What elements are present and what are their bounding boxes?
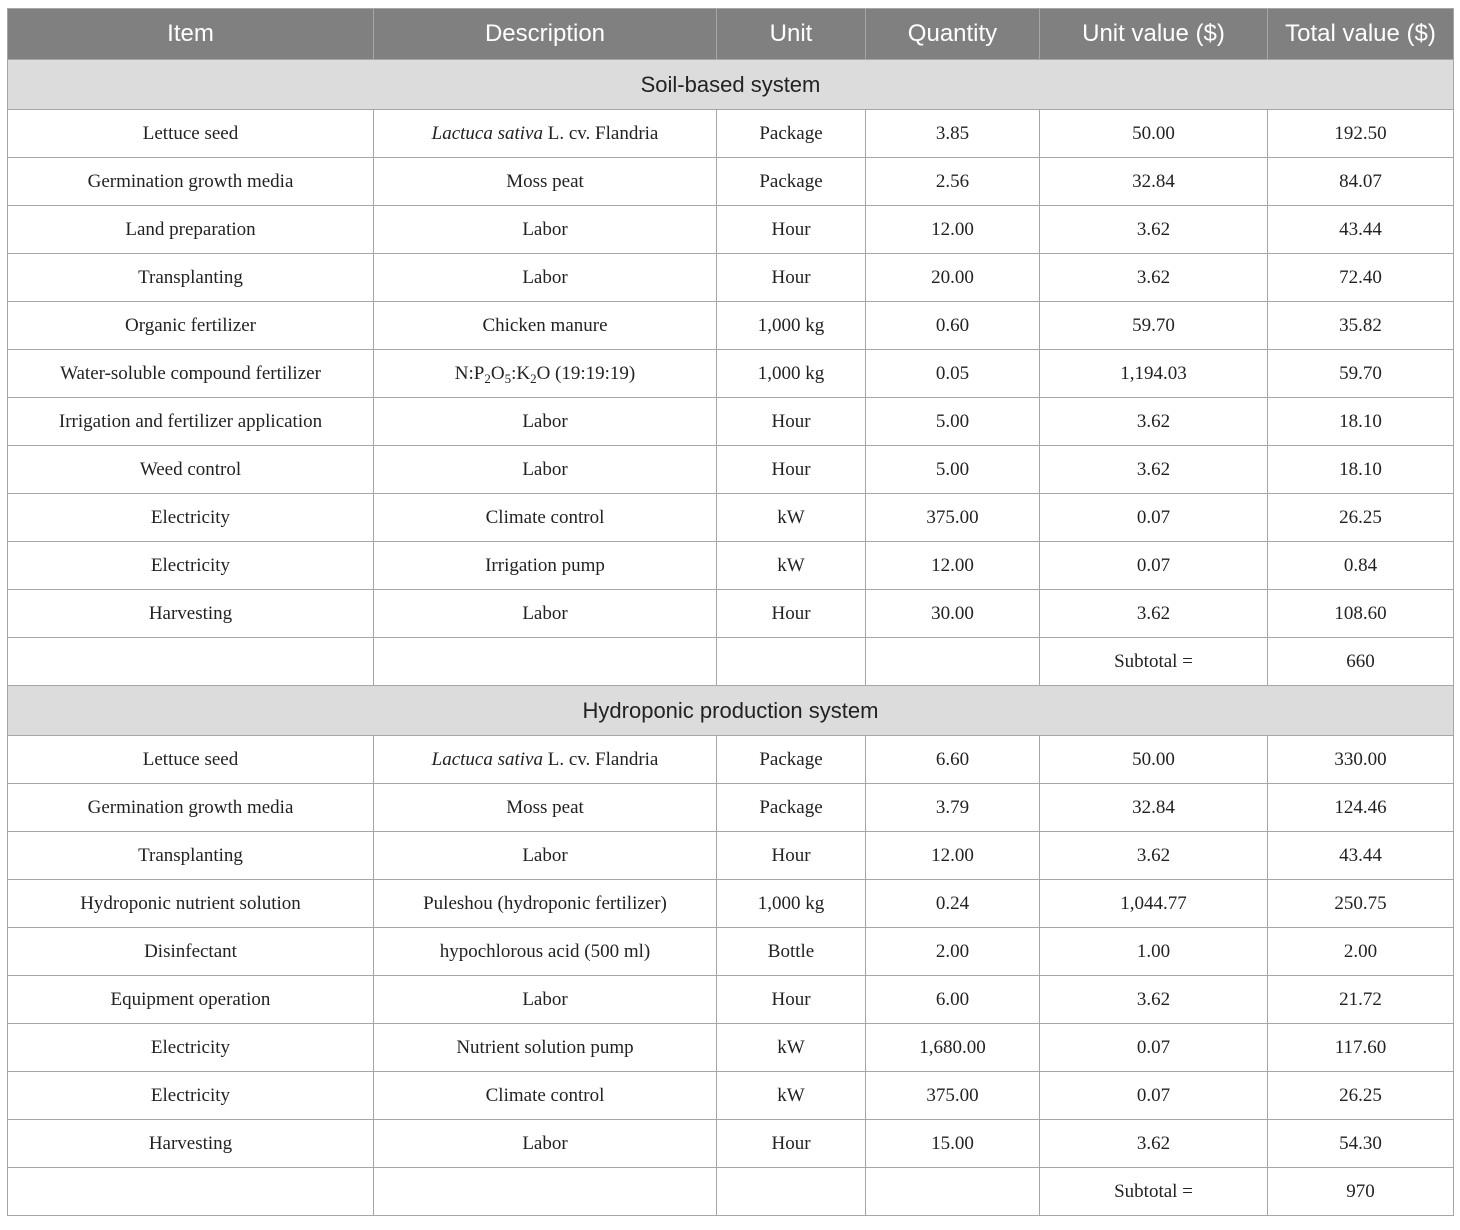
- table-row: [8, 542, 1454, 590]
- cell-unit-value: 1.00: [1040, 928, 1268, 976]
- cell-unit: Hour: [717, 446, 866, 494]
- cell-quantity: 2.56: [866, 158, 1040, 206]
- cell-quantity: 20.00: [866, 254, 1040, 302]
- cell-quantity: 5.00: [866, 446, 1040, 494]
- cell-quantity: 5.00: [866, 398, 1040, 446]
- cell-unit: 1,000 kg: [717, 880, 866, 928]
- cell-unit-value: 0.07: [1040, 1024, 1268, 1072]
- cell-unit: Hour: [717, 590, 866, 638]
- section-title: Soil-based system: [8, 60, 1454, 110]
- formula-part: :K: [511, 362, 531, 384]
- cell-unit-value: 3.62: [1040, 1120, 1268, 1168]
- table-row: [8, 832, 1454, 880]
- cell-item: Transplanting: [8, 254, 374, 302]
- table-row: [8, 1024, 1454, 1072]
- cell-description: hypochlorous acid (500 ml): [374, 928, 717, 976]
- cell-unit: Bottle: [717, 928, 866, 976]
- cell-quantity: 6.60: [866, 736, 1040, 784]
- cell-description: [374, 736, 717, 784]
- cell-description: [374, 110, 717, 158]
- cell-item: Electricity: [8, 542, 374, 590]
- empty-cell: [717, 1168, 866, 1216]
- cell-total-value: 0.84: [1268, 542, 1454, 590]
- table-row: [8, 350, 1454, 398]
- cell-quantity: 1,680.00: [866, 1024, 1040, 1072]
- cell-item: Electricity: [8, 1024, 374, 1072]
- formula-subscript: 5: [504, 370, 512, 386]
- table-row: [8, 784, 1454, 832]
- species-name: Lactuca sativa: [431, 748, 543, 770]
- cell-item: Germination growth media: [8, 158, 374, 206]
- cell-quantity: 0.24: [866, 880, 1040, 928]
- cell-unit-value: 3.62: [1040, 446, 1268, 494]
- subtotal-label: Subtotal =: [1040, 1168, 1268, 1216]
- table-row: [8, 446, 1454, 494]
- cell-quantity: 0.05: [866, 350, 1040, 398]
- cell-unit-value: 32.84: [1040, 784, 1268, 832]
- header-quantity: Quantity: [866, 9, 1040, 60]
- description-rest: L. cv. Flandria: [542, 748, 659, 770]
- empty-cell: [374, 638, 717, 686]
- cell-unit-value: 1,194.03: [1040, 350, 1268, 398]
- cell-item: Water-soluble compound fertilizer: [8, 350, 374, 398]
- cell-description: Irrigation pump: [374, 542, 717, 590]
- cell-description: Labor: [374, 590, 717, 638]
- header-description: Description: [374, 9, 717, 60]
- cell-unit: Package: [717, 784, 866, 832]
- cell-description: Moss peat: [374, 158, 717, 206]
- section-row: [8, 686, 1454, 736]
- cell-unit: 1,000 kg: [717, 350, 866, 398]
- cell-unit: kW: [717, 1072, 866, 1120]
- table-body: [8, 60, 1454, 1216]
- cell-quantity: 30.00: [866, 590, 1040, 638]
- cell-description: Chicken manure: [374, 302, 717, 350]
- empty-cell: [717, 638, 866, 686]
- formula-part: O: [490, 362, 505, 384]
- cell-item: Harvesting: [8, 1120, 374, 1168]
- table-row: [8, 880, 1454, 928]
- header-total-value: Total value ($): [1268, 9, 1454, 60]
- species-name: Lactuca sativa: [431, 122, 543, 144]
- empty-cell: [866, 1168, 1040, 1216]
- subtotal-row: [8, 638, 1454, 686]
- empty-cell: [8, 638, 374, 686]
- table-row: [8, 590, 1454, 638]
- cell-unit-value: 3.62: [1040, 254, 1268, 302]
- formula-subscript: 2: [530, 370, 537, 386]
- cell-unit-value: 3.62: [1040, 206, 1268, 254]
- cell-total-value: 250.75: [1268, 880, 1454, 928]
- cell-total-value: 108.60: [1268, 590, 1454, 638]
- cell-total-value: 84.07: [1268, 158, 1454, 206]
- cell-description: Nutrient solution pump: [374, 1024, 717, 1072]
- cell-item: Electricity: [8, 494, 374, 542]
- cell-unit-value: 3.62: [1040, 976, 1268, 1024]
- cell-description: Labor: [374, 976, 717, 1024]
- cell-quantity: 375.00: [866, 494, 1040, 542]
- subtotal-row: [8, 1168, 1454, 1216]
- empty-cell: [866, 638, 1040, 686]
- empty-cell: [8, 1168, 374, 1216]
- cell-quantity: 2.00: [866, 928, 1040, 976]
- cell-quantity: 375.00: [866, 1072, 1040, 1120]
- cell-total-value: 2.00: [1268, 928, 1454, 976]
- table-row: [8, 398, 1454, 446]
- subtotal-label: Subtotal =: [1040, 638, 1268, 686]
- table-row: [8, 110, 1454, 158]
- cell-total-value: 43.44: [1268, 832, 1454, 880]
- cell-unit: Hour: [717, 976, 866, 1024]
- cell-unit-value: 0.07: [1040, 542, 1268, 590]
- cell-unit: Package: [717, 158, 866, 206]
- cell-total-value: 26.25: [1268, 494, 1454, 542]
- cell-quantity: 6.00: [866, 976, 1040, 1024]
- cell-unit-value: 3.62: [1040, 832, 1268, 880]
- cell-total-value: 192.50: [1268, 110, 1454, 158]
- cell-total-value: 330.00: [1268, 736, 1454, 784]
- cell-total-value: 35.82: [1268, 302, 1454, 350]
- description-rest: L. cv. Flandria: [542, 122, 659, 144]
- cell-quantity: 3.79: [866, 784, 1040, 832]
- table-row: [8, 158, 1454, 206]
- cell-unit: Package: [717, 110, 866, 158]
- cell-unit-value: 32.84: [1040, 158, 1268, 206]
- cell-quantity: 12.00: [866, 832, 1040, 880]
- cell-unit-value: 0.07: [1040, 1072, 1268, 1120]
- table-row: [8, 928, 1454, 976]
- cell-total-value: 26.25: [1268, 1072, 1454, 1120]
- cell-unit: kW: [717, 542, 866, 590]
- cell-description: [374, 350, 717, 398]
- cell-total-value: 43.44: [1268, 206, 1454, 254]
- cell-unit: Hour: [717, 1120, 866, 1168]
- table-row: [8, 1120, 1454, 1168]
- cell-item: Lettuce seed: [8, 110, 374, 158]
- cell-total-value: 18.10: [1268, 446, 1454, 494]
- cell-unit: Hour: [717, 398, 866, 446]
- cell-unit-value: 59.70: [1040, 302, 1268, 350]
- cell-total-value: 59.70: [1268, 350, 1454, 398]
- cell-description: Labor: [374, 1120, 717, 1168]
- header-row: [8, 9, 1454, 60]
- cell-unit-value: 50.00: [1040, 110, 1268, 158]
- cell-total-value: 21.72: [1268, 976, 1454, 1024]
- cell-total-value: 72.40: [1268, 254, 1454, 302]
- cell-item: Irrigation and fertilizer application: [8, 398, 374, 446]
- subtotal-value: 970: [1268, 1168, 1454, 1216]
- cell-quantity: 12.00: [866, 542, 1040, 590]
- cell-item: Organic fertilizer: [8, 302, 374, 350]
- cell-item: Lettuce seed: [8, 736, 374, 784]
- cell-description: Climate control: [374, 494, 717, 542]
- cell-unit-value: 0.07: [1040, 494, 1268, 542]
- cell-quantity: 12.00: [866, 206, 1040, 254]
- cell-unit: kW: [717, 1024, 866, 1072]
- cell-description: Labor: [374, 398, 717, 446]
- cell-description: Puleshou (hydroponic fertilizer): [374, 880, 717, 928]
- cell-unit-value: 1,044.77: [1040, 880, 1268, 928]
- table-row: [8, 1072, 1454, 1120]
- cell-item: Equipment operation: [8, 976, 374, 1024]
- table-row: [8, 976, 1454, 1024]
- cell-unit-value: 3.62: [1040, 398, 1268, 446]
- cell-unit: 1,000 kg: [717, 302, 866, 350]
- cell-total-value: 18.10: [1268, 398, 1454, 446]
- table-row: [8, 206, 1454, 254]
- cell-item: Land preparation: [8, 206, 374, 254]
- cell-unit-value: 50.00: [1040, 736, 1268, 784]
- cell-description: Labor: [374, 446, 717, 494]
- table-row: [8, 736, 1454, 784]
- cell-unit: Package: [717, 736, 866, 784]
- cell-total-value: 54.30: [1268, 1120, 1454, 1168]
- header-unit: Unit: [717, 9, 866, 60]
- table-row: [8, 254, 1454, 302]
- section-title: Hydroponic production system: [8, 686, 1454, 736]
- cell-item: Germination growth media: [8, 784, 374, 832]
- cell-quantity: 0.60: [866, 302, 1040, 350]
- cell-total-value: 117.60: [1268, 1024, 1454, 1072]
- cell-total-value: 124.46: [1268, 784, 1454, 832]
- formula-part: O (19:19:19): [536, 362, 636, 384]
- header-item: Item: [8, 9, 374, 60]
- cell-unit: kW: [717, 494, 866, 542]
- header-unit-value: Unit value ($): [1040, 9, 1268, 60]
- cell-item: Harvesting: [8, 590, 374, 638]
- formula-subscript: 2: [484, 370, 491, 386]
- cell-unit-value: 3.62: [1040, 590, 1268, 638]
- table-row: [8, 494, 1454, 542]
- cell-quantity: 3.85: [866, 110, 1040, 158]
- cell-item: Electricity: [8, 1072, 374, 1120]
- section-row: [8, 60, 1454, 110]
- empty-cell: [374, 1168, 717, 1216]
- cell-description: Climate control: [374, 1072, 717, 1120]
- cell-item: Disinfectant: [8, 928, 374, 976]
- cell-description: Labor: [374, 254, 717, 302]
- cell-description: Labor: [374, 832, 717, 880]
- subtotal-value: 660: [1268, 638, 1454, 686]
- cell-description: Labor: [374, 206, 717, 254]
- table-header: [8, 9, 1454, 60]
- cell-item: Weed control: [8, 446, 374, 494]
- cell-quantity: 15.00: [866, 1120, 1040, 1168]
- cell-unit: Hour: [717, 206, 866, 254]
- formula-part: N:P: [454, 362, 485, 384]
- cell-item: Hydroponic nutrient solution: [8, 880, 374, 928]
- table-row: [8, 302, 1454, 350]
- cell-unit: Hour: [717, 832, 866, 880]
- cell-unit: Hour: [717, 254, 866, 302]
- cost-table: [7, 8, 1454, 1216]
- cell-description: Moss peat: [374, 784, 717, 832]
- cell-item: Transplanting: [8, 832, 374, 880]
